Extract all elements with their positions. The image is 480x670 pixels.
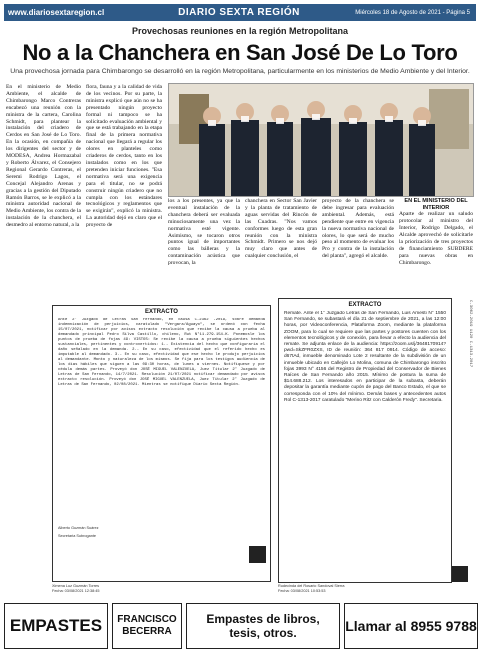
verification-code-vertical: C-3062-2019 1120 C-1313-2017 (468, 300, 472, 368)
article-subhead: Una provechosa jornada para Chimbarongo se desarrolló en la región Metropolitana, particularmente en los ministerios de Medio Ambiente y del Interior. (10, 68, 470, 75)
legal-notice-left (52, 305, 271, 582)
article-column-4-text: chanchera en Sector San Javier y la planta de tratamiento de aguas servidas del Rincón de las Cuadras. "Nos vamos conformes luego de esta gran reunión con la ministra Schmidt. Primero se nos dejó muy claro que antes de cualquier conclusión, el (245, 198, 317, 260)
signature-name-1: Ximena Luz Guzmán Torres (52, 584, 99, 588)
signature-date-1: Fecha: 03/08/2021 12:38:45 (52, 589, 100, 593)
article-column-5 (322, 198, 394, 298)
newspaper-name: DIARIO SEXTA REGIÓN (178, 7, 300, 18)
group-photo-image (169, 84, 473, 196)
ad-name-line-1: FRANCISCO (117, 614, 177, 625)
article-column-1 (6, 84, 81, 299)
group-photo (168, 83, 474, 197)
ad-empastes: EMPASTES (4, 603, 108, 649)
article-column-1-text: En el ministerio de Medio Ambiente, el alcalde de Chimbarongo Marco Contreras encabezó una reunión con la ministra de la cartera, Carolina Schmidt, para plantear la instalación del criadero de Cerdos en San José de Lo Toro. En la ocasión, en compañía de los dirigentes del sector y de MODESA, Andrea Hormazabal y Roberto Álvarez, el Consejero Regional Gerardo Contreras, el Seremi Rodrigo Lagos, el Concejal Alejandro Arenas y gracias a la gestión del Diputado Ramón Barros, se le explicó a la ministra autoridad nacional de Medio Ambiente, los contra de la instalación de la chanchera, el desmedro al entorno natural, a la (6, 84, 81, 229)
article-column-5-text: proyecto de la chanchera se debe ingresar para evaluación ambiental. Además, está pendiente que entre en vigencia la nueva normativa nacional de olores, lo que será de mucho peso al momento de evaluar los Pro y contra de la instalación del planta", agregó el alcalde. (322, 198, 394, 260)
article-column-4 (245, 198, 317, 298)
article-headline: No a la Chanchera en San José De Lo Toro (22, 40, 458, 65)
signature-name-2: Alberto Guzmán Suárez (58, 526, 99, 530)
legal-notice-right-title: EXTRACTO (348, 302, 382, 308)
legal-notice-right (278, 298, 452, 583)
article-column-2 (86, 84, 162, 299)
article-column-2-text: flora, fauna y a la calidad de vida de los vecinos. Por su parte, la ministra explicó que aún no se ha presentado ningún proyecto formal ni tampoco se ha solicitado evaluación ambiental y que se está trabajando en la etapa final de la primera normativa nacional que llegará a regular los olores en planteles como criaderos de cerdos, tanto en los instalados como en los que pretenden iniciar funciones. "Esa normativa será una exigencia para el titular, no se podrá construir ningún criadero que no cumpla con los estándares tecnológicos y reglamentos que se exigirán", explicó la ministra. La autoridad dejó en claro que el proyecto de (86, 84, 162, 229)
signature-name-right: Rudecinda del Rosario Sandoval Sierra (278, 584, 345, 588)
ad-phone: Llamar al 8955 9788 (344, 603, 478, 649)
article-column-6 (399, 198, 473, 298)
ad-name-line-2: BECERRA (122, 626, 172, 637)
section-heading-interior: EN EL MINISTERIO DEL INTERIOR (404, 198, 468, 211)
legal-notice-left-text: Ante 2° Juzgado de Letras San Fernando, en causa C-2362 -2019, sobre demanda indemnización de perjuicios, caratulado "Vergara/Aguayo", se ordenó con fecha 15/07/2021, notificar por avisos extracto resolución que recibe la causa a prueba al demandado principal Pedro Silva Castillo, chileno, Rut N°11.279.154-K. Ponemosle los puntos de prueba de fojas 49: VISTOS: Se recibe la causa a prueba siguientes hechos sustanciales, pertinentes y controvertidos: 1.- Existencia del hecho que configuraría el daño señalado en la demanda. 2.- En su caso, efectividad que el referido hecho es imputable al demandado. 3.- En su caso, efectividad que ese hecho le produjo perjuicios al demandante. Monto y naturaleza de los mismos. Se fija para los testigos audiencia de los días hábiles que siguen a las 09:30 horas, de lunes a viernes. Notifíquese y por cédula demás partes. Proveyó don JOSÉ MIGUEL VALENZUELA, Juez Titular 2° Juzgado de Letras de San Fernando, 14/7/2021. Resolución 21/07/2021 notificar demandado por avisos extracto resolución. Proveyó don JOSÉ MIGUEL VALENZUELA, Juez Titular 2° Juzgado de Letras de San Fernando, 02/08/2021. Mientras se notifique Diario Sexta Región. (58, 318, 265, 387)
signature-role-2: Secretaria Subrogante (58, 534, 96, 538)
legal-notice-left-title: EXTRACTO (145, 309, 178, 315)
date-page-number: Miércoles 18 de Agosto de 2021 - Página 5 (355, 9, 470, 16)
ad-services-line-1: Empastes de libros, (206, 612, 320, 626)
ad-francisco-becerra (112, 603, 182, 649)
ad-services-line-2: tesis, otros. (229, 626, 297, 640)
article-column-6-text: Aparte de realizar un saludo protocolar al ministro del Interior, Rodrigo Delgado, el Alcalde aprovechó de solicitarle la priorización de tres proyectos de financiamiento SUBDERE para nuevas obras en Chimbarongo. (399, 211, 473, 266)
article-column-3-text: los a los presentes, ya que la eventual instalación de la chanchera deberá ser evaluada minuciosamente una vez la normativa esté vigente. Asimismo, se tocaron otros puntos igual de importantes como las bálleras y la contaminación acústica que provocan, la (168, 198, 240, 267)
page-header-bar (4, 4, 476, 21)
site-url[interactable]: www.diariosextaregion.cl (8, 8, 105, 17)
legal-notice-right-text: Remate. Ante el 1° Juzgado Letras de San Fernando, Luis Amesti N° 1550 San Fernando, se subastará el día 21 de septiembre de 2021, a las 12:00 horas, por Videoconferencia, Plataforma Zoom, mediante la plataforma ZOOM, para lo cual se requiere que las partes y postores cuenten con los elementos tecnológicos y de conexión, para llevar a efecto la audiencia del remate. Se adjunta enlace de la audiencia: https://zoom.us/j/3648170914?pwd=SkZFR0ZXS, ID de reunión: 364 817 0914. Código de acceso: d67tAd, inmueble denominado Lote 2 resultante de la subdivisión de un inmueble ubicado en Callejón Lo Molina, comuna de Chimbarongo inscrito fojas 3993 N° 4156 del Registro de Propiedad del Conservador de Bienes Raíces de San Fernando año 2015. Mínimo de postura la suma de $14.688.212. Los interesados en participar de la subasta, deberán depositar la garantía mediante cupón de pago del Banco Estado, el que se corresponda con el 10% del mínimo. Demás bases y antecedentes autos Rol C-1313-2017 caratulado "Merino Ritz con Calderón Fredy". Secretaria. (284, 311, 446, 403)
signature-date-right: Fecha: 03/08/2021 10:53:53 (278, 589, 326, 593)
article-kicker: Provechosas reuniones en la región Metropolitana (131, 26, 349, 36)
qr-code-right (452, 566, 468, 582)
article-column-3 (168, 198, 240, 298)
qr-code-left (249, 546, 266, 563)
ad-services (186, 603, 340, 649)
